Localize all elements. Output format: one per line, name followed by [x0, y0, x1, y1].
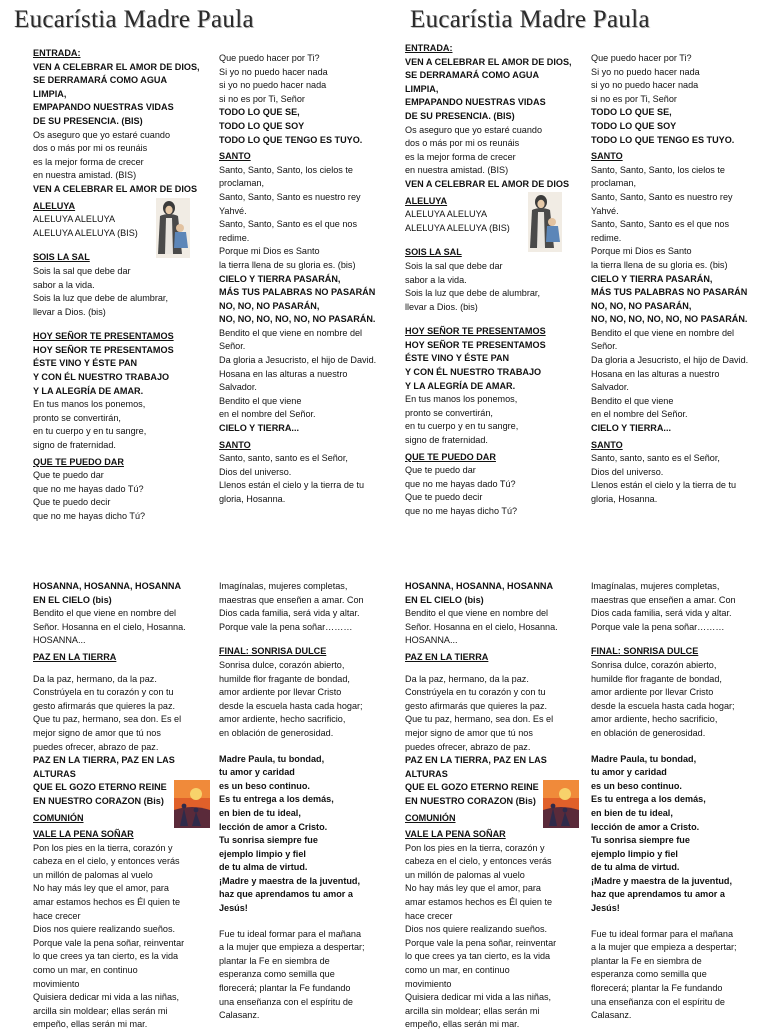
section-heading: SANTO: [591, 151, 623, 162]
lyric-line: Madre Paula, tu bondad,: [219, 753, 325, 764]
lyric-line: Y CON ÉL NUESTRO TRABAJO: [405, 367, 542, 378]
lyric-line: Santo, Santo, Santo es el que nos: [219, 219, 358, 230]
lyric-line: pronto se convertirán,: [33, 412, 121, 423]
lyric-line: Señor. Hosanna en el cielo, Hosanna.: [33, 621, 186, 632]
lyric-line: Hosana en las alturas a nuestro: [591, 368, 720, 379]
section-heading: SANTO: [591, 439, 623, 450]
lyric-line: En tus manos los ponemos,: [405, 394, 518, 405]
lyric-line: Dios nos quiere realizando sueños.: [405, 924, 548, 935]
lyric-line: ejemplo limpio y fiel: [591, 848, 678, 859]
section-heading: SOIS LA SAL: [33, 252, 90, 263]
lyric-line: Salvador.: [219, 382, 257, 393]
spacer: [33, 665, 211, 673]
lyric-line: Porque vale la pena soñar, reinventar: [405, 937, 557, 948]
lyric-line: gesto afirmarás que quieres la paz.: [405, 700, 548, 711]
lyric-line: Os aseguro que yo estaré cuando: [405, 124, 543, 135]
madre-paula-with-child-icon: [156, 198, 190, 258]
lyric-line: dos o más por mi os reunáis: [405, 138, 520, 149]
lyric-line: que no me hayas dicho Tú?: [405, 506, 518, 516]
lyric-line: Quisiera dedicar mi vida a las niñas,: [33, 992, 180, 1003]
lyric-line: movimiento: [405, 978, 452, 989]
lyric-line: QUE EL GOZO ETERNO REINE: [405, 782, 539, 793]
lyric-line: Calasanz.: [219, 1010, 260, 1021]
lyric-line: amor ardiente por llevar Cristo: [591, 687, 714, 698]
lyric-line: EN EL CIELO (bis): [33, 594, 112, 605]
lyric-line: CIELO Y TIERRA...: [591, 423, 672, 434]
lyric-line: Sonrisa dulce, corazón abierto,: [219, 659, 345, 670]
lyric-line: humilde flor fragante de bondad,: [219, 673, 350, 684]
lyric-line: ÉSTE VINO Y ÉSTE PAN: [33, 358, 138, 369]
lyric-line: MÁS TUS PALABRAS NO PASARÁN: [591, 287, 748, 298]
lyric-line: Si yo no puedo hacer nada: [591, 66, 700, 77]
lyric-line: es la mejor forma de crecer: [405, 151, 516, 162]
lyric-line: en tu cuerpo y en tu sangre,: [33, 426, 147, 437]
lyric-line: plantar la Fe en siembra de: [591, 955, 702, 966]
lyric-line: proclaman,: [591, 178, 636, 189]
column-top-left-2: [219, 52, 397, 507]
lyric-line: LIMPIA,: [405, 83, 439, 94]
lyric-line: PAZ EN LA TIERRA, PAZ EN LAS: [33, 755, 175, 766]
lyric-line: si no es por Ti, Señor: [591, 93, 677, 104]
lyric-line: ALTURAS: [33, 768, 76, 779]
lyric-line: lección de amor a Cristo.: [591, 821, 700, 832]
lyric-line: es un beso continuo.: [591, 780, 682, 791]
section-heading: SOIS LA SAL: [405, 247, 462, 258]
lyric-line: Que te puedo dar: [33, 470, 104, 481]
lyric-line: Santo, Santo, Santo es nuestro rey: [219, 191, 361, 202]
lyric-line: Calasanz.: [591, 1010, 632, 1021]
lyric-line: Tu sonrisa siempre fue: [219, 835, 318, 846]
lyric-line: Santo, Santo, Santo es el que nos: [591, 219, 730, 230]
lyric-line: la tierra llena de su gloria es. (bis): [219, 259, 356, 270]
lyric-line: ALELUYA ALELUYA: [33, 214, 116, 225]
lyric-line: Jesús!: [219, 903, 248, 914]
lyric-line: en nuestra amistad. (BIS): [405, 165, 509, 176]
section-heading: ENTRADA:: [405, 43, 453, 53]
lyric-line: desde la escuela hasta cada hogar;: [219, 700, 363, 711]
lyric-line: HOSANNA, HOSANNA, HOSANNA: [33, 581, 182, 591]
lyric-line: signo de fraternidad.: [33, 440, 116, 451]
lyric-line: ALELUYA ALELUYA (BIS): [405, 222, 510, 233]
lyric-line: Porque mi Dios es Santo: [591, 246, 692, 257]
lyric-line: en oblación de generosidad.: [219, 727, 334, 738]
section-heading: FINAL: SONRISA DULCE: [591, 646, 699, 657]
lyric-line: mejor signo de amor que tú nos: [33, 727, 161, 738]
lyric-line: TODO LO QUE SOY: [591, 120, 677, 131]
lyric-line: Señor. Hosanna en el cielo, Hosanna.: [405, 621, 558, 632]
lyric-line: gesto afirmarás que quieres la paz.: [33, 700, 176, 711]
lyric-line: LIMPIA,: [33, 88, 67, 99]
lyric-line: amor ardiente, hecho sacrificio,: [591, 714, 718, 725]
lyric-line: Pon los pies en la tierra, corazón y: [405, 842, 545, 853]
spacer: [219, 741, 397, 753]
column-top-right-1: [405, 39, 583, 519]
lyric-line: Si yo no puedo hacer nada: [219, 66, 328, 77]
lyric-line: movimiento: [33, 978, 80, 989]
lyric-line: Santo, Santo, Santo, los cielos te: [591, 164, 725, 175]
lyric-line: Bendito el que viene: [219, 395, 302, 406]
lyric-line: ÉSTE VINO Y ÉSTE PAN: [405, 353, 510, 364]
lyric-line: un millón de palomas al vuelo: [405, 869, 525, 880]
section-heading: FINAL: SONRISA DULCE: [219, 646, 327, 657]
lyric-line: Porque vale la pena soñar………: [591, 621, 725, 632]
lyric-line: HOSANNA...: [405, 635, 458, 646]
lyric-line: Constrúyela en tu corazón y con tu: [405, 687, 546, 698]
section-heading: QUE TE PUEDO DAR: [405, 451, 496, 462]
lyric-line: amor ardiente por llevar Cristo: [219, 687, 342, 698]
lyric-line: Porque mi Dios es Santo: [219, 246, 320, 257]
lyric-line: en bien de tu ideal,: [219, 807, 301, 818]
lyric-line: Da gloria a Jesucristo, el hijo de David.: [591, 355, 749, 366]
lyric-line: Es tu entrega a los demás,: [591, 794, 706, 805]
lyric-line: llevar a Dios. (bis): [33, 306, 106, 317]
lyric-line: de tu alma de virtud.: [219, 862, 308, 873]
lyric-line: como un mar, en continuo: [33, 965, 138, 976]
sunset-scene-icon: [543, 780, 579, 828]
lyric-line: No hay más ley que el amor, para: [33, 883, 169, 894]
lyric-line: Santo, santo, santo es el Señor,: [219, 453, 348, 464]
lyric-line: Madre Paula, tu bondad,: [591, 753, 697, 764]
lyric-line: CIELO Y TIERRA...: [219, 423, 300, 434]
lyric-line: Tu sonrisa siempre fue: [591, 835, 690, 846]
lyric-line: Señor.: [591, 341, 618, 352]
lyric-line: proclaman,: [219, 178, 264, 189]
lyric-line: redime.: [219, 232, 250, 243]
lyric-line: Que te puedo dar: [405, 465, 476, 476]
lyric-line: QUE EL GOZO ETERNO REINE: [33, 782, 167, 793]
lyric-line: plantar la Fe en siembra de: [219, 955, 330, 966]
lyric-line: Bendito el que viene en nombre del: [591, 327, 735, 338]
lyric-line: Jesús!: [591, 903, 620, 914]
lyric-line: Dios del universo.: [219, 466, 292, 477]
lyric-line: No hay más ley que el amor, para: [405, 883, 541, 894]
section-heading: SANTO: [219, 439, 251, 450]
lyric-line: en tu cuerpo y en tu sangre,: [405, 421, 519, 432]
lyric-line: Porque vale la pena soñar, reinventar: [33, 937, 185, 948]
column-top-right-2: [591, 52, 768, 507]
lyric-line: a la mujer que empieza a despertar;: [591, 942, 737, 953]
lyric-line: Quisiera dedicar mi vida a las niñas,: [405, 992, 552, 1003]
lyric-line: una enseñanza con el espíritu de: [591, 996, 725, 1007]
lyric-line: CIELO Y TIERRA PASARÁN,: [591, 273, 713, 284]
lyric-line: humilde flor fragante de bondad,: [591, 673, 722, 684]
lyric-line: TODO LO QUE SE,: [219, 107, 300, 118]
lyric-line: ¡Madre y maestra de la juventud,: [591, 875, 732, 886]
lyric-line: HOSANNA...: [33, 635, 86, 646]
lyric-line: Yahvé.: [219, 205, 247, 216]
lyric-line: Llenos están el cielo y la tierra de tu: [219, 480, 365, 491]
lyric-line: Dios nos quiere realizando sueños.: [33, 924, 176, 935]
lyric-line: cabeza en el cielo, y entonces verás: [405, 856, 552, 867]
spacer: [219, 634, 397, 642]
sunset-scene-icon: [174, 780, 210, 828]
lyric-line: Imagínalas, mujeres completas,: [591, 581, 720, 591]
section-heading: PAZ EN LA TIERRA: [33, 651, 117, 662]
lyric-line: VEN A CELEBRAR EL AMOR DE DIOS,: [405, 56, 572, 67]
lyric-line: EN EL CIELO (bis): [405, 594, 484, 605]
lyric-line: empeño, ellas serán mi mar.: [405, 1019, 520, 1030]
lyric-line: Fue tu ideal formar para el mañana: [219, 928, 362, 939]
lyric-line: EN NUESTRO CORAZON (Bis): [33, 795, 164, 806]
lyric-line: NO, NO, NO PASARÁN,: [219, 300, 320, 311]
lyric-line: maestras que enseñen a amar. Con: [591, 594, 736, 605]
lyric-line: Bendito el que viene: [591, 395, 674, 406]
lyric-line: una enseñanza con el espíritu de: [219, 996, 353, 1007]
lyric-line: Que puedo hacer por Ti?: [591, 53, 692, 63]
spacer: [219, 916, 397, 928]
lyric-line: amar estamos hechos es Él quien te: [33, 897, 181, 908]
lyric-line: VEN A CELEBRAR EL AMOR DE DIOS: [405, 178, 570, 189]
lyric-line: gloria, Hosanna.: [219, 494, 286, 504]
section-heading: SANTO: [219, 151, 251, 162]
lyric-line: arcilla sin moldear; ellas serán mi: [405, 1005, 540, 1016]
lyric-line: si no es por Ti, Señor: [219, 93, 305, 104]
lyric-line: Que te puedo decir: [405, 492, 483, 503]
lyric-line: si yo no puedo hacer nada: [219, 80, 327, 91]
lyric-line: en nuestra amistad. (BIS): [33, 170, 137, 181]
lyric-line: NO, NO, NO, NO, NO, NO PASARÁN.: [219, 314, 376, 325]
column-bottom-right-2: [591, 580, 768, 1023]
column-top-left-1: [33, 44, 211, 524]
lyric-line: la tierra llena de su gloria es. (bis): [591, 259, 728, 270]
lyric-line: es la mejor forma de crecer: [33, 156, 144, 167]
lyric-line: Dios del universo.: [591, 466, 664, 477]
lyric-line: sabor a la vida.: [405, 274, 467, 285]
lyric-line: VEN A CELEBRAR EL AMOR DE DIOS: [33, 183, 198, 194]
lyric-line: Constrúyela en tu corazón y con tu: [33, 687, 174, 698]
lyric-line: NO, NO, NO, NO, NO, NO PASARÁN.: [591, 314, 748, 325]
lyric-line: es un beso continuo.: [219, 780, 310, 791]
spacer: [405, 314, 583, 322]
spacer: [33, 319, 211, 327]
lyric-line: lección de amor a Cristo.: [219, 821, 328, 832]
lyric-line: haz que aprendamos tu amor a: [591, 889, 725, 900]
lyric-line: empeño, ellas serán mi mar.: [33, 1019, 148, 1030]
lyric-line: ALTURAS: [405, 768, 448, 779]
lyric-line: desde la escuela hasta cada hogar;: [591, 700, 735, 711]
lyric-line: Santo, Santo, Santo es nuestro rey: [591, 191, 733, 202]
lyric-line: Santo, santo, santo es el Señor,: [591, 453, 720, 464]
lyric-line: florecerá; plantar la Fe fundando: [591, 983, 723, 994]
lyric-line: en oblación de generosidad.: [591, 727, 706, 738]
lyric-line: amar estamos hechos es Él quien te: [405, 897, 553, 908]
lyric-line: MÁS TUS PALABRAS NO PASARÁN: [219, 287, 376, 298]
lyric-line: esperanza como semilla que: [219, 969, 335, 980]
lyric-line: en bien de tu ideal,: [591, 807, 673, 818]
lyric-line: Da la paz, hermano, da la paz.: [33, 673, 157, 684]
lyric-line: lo que crees ya tan cierto, es la vida: [33, 951, 179, 962]
lyric-line: SE DERRAMARÁ COMO AGUA: [33, 75, 168, 86]
lyric-line: Y CON ÉL NUESTRO TRABAJO: [33, 372, 170, 383]
lyric-line: Salvador.: [591, 382, 629, 393]
lyric-line: que no me hayas dado Tú?: [33, 483, 144, 494]
lyric-line: Sois la sal que debe dar: [405, 260, 503, 271]
spacer: [591, 741, 768, 753]
lyric-line: CIELO Y TIERRA PASARÁN,: [219, 273, 341, 284]
spacer: [591, 634, 768, 642]
lyric-line: hace crecer: [405, 910, 453, 921]
lyric-line: gloria, Hosanna.: [591, 494, 658, 504]
lyric-line: Que tu paz, hermano, sea don. Es el: [405, 714, 554, 725]
lyric-line: Sonrisa dulce, corazón abierto,: [591, 659, 717, 670]
lyric-line: Imagínalas, mujeres completas,: [219, 581, 348, 591]
lyric-line: Bendito el que viene en nombre del: [219, 327, 363, 338]
section-heading: COMUNIÓN: [33, 812, 84, 823]
lyric-line: ¡Madre y maestra de la juventud,: [219, 875, 360, 886]
lyric-line: EMPAPANDO NUESTRAS VIDAS: [33, 102, 174, 113]
lyric-line: VEN A CELEBRAR EL AMOR DE DIOS,: [33, 61, 200, 72]
madre-paula-with-child-icon: [528, 192, 562, 252]
lyric-line: ALELUYA ALELUYA (BIS): [33, 227, 138, 238]
section-heading: ALELUYA: [405, 195, 448, 206]
section-heading: VALE LA PENA SOÑAR: [33, 829, 134, 840]
lyric-line: Santo, Santo, Santo, los cielos te: [219, 164, 353, 175]
lyric-line: HOY SEÑOR TE PRESENTAMOS: [33, 344, 174, 355]
lyric-line: ejemplo limpio y fiel: [219, 848, 306, 859]
lyric-line: Dios cada familia, será vida y altar.: [591, 608, 732, 619]
lyric-line: tu amor y caridad: [591, 767, 667, 778]
lyric-line: Sois la sal que debe dar: [33, 265, 131, 276]
lyric-line: arcilla sin moldear; ellas serán mi: [33, 1005, 168, 1016]
lyric-line: un millón de palomas al vuelo: [33, 869, 153, 880]
spacer: [405, 665, 583, 673]
lyric-line: Llenos están el cielo y la tierra de tu: [591, 480, 737, 491]
lyric-line: puedes ofrecer, abrazo de paz.: [33, 741, 159, 752]
section-heading: VALE LA PENA SOÑAR: [405, 829, 506, 840]
lyric-line: lo que crees ya tan cierto, es la vida: [405, 951, 551, 962]
lyric-line: de tu alma de virtud.: [591, 862, 680, 873]
lyric-line: TODO LO QUE TENGO ES TUYO.: [219, 134, 363, 145]
lyric-line: TODO LO QUE SE,: [591, 107, 672, 118]
lyric-line: Fue tu ideal formar para el mañana: [591, 928, 734, 939]
lyric-line: llevar a Dios. (bis): [405, 301, 478, 312]
lyric-line: SE DERRAMARÁ COMO AGUA: [405, 70, 540, 81]
lyric-line: que no me hayas dicho Tú?: [33, 511, 146, 521]
lyric-line: mejor signo de amor que tú nos: [405, 727, 533, 738]
lyric-line: en el nombre del Señor.: [219, 409, 316, 420]
lyric-line: Que tu paz, hermano, sea don. Es el: [33, 714, 182, 725]
lyric-line: a la mujer que empieza a despertar;: [219, 942, 365, 953]
banner-title-right: Eucarístia Madre Paula: [410, 6, 650, 33]
lyric-line: redime.: [591, 232, 622, 243]
lyric-line: en el nombre del Señor.: [591, 409, 688, 420]
lyric-line: Es tu entrega a los demás,: [219, 794, 334, 805]
lyric-line: Sois la luz que debe de alumbrar,: [33, 293, 168, 304]
lyric-line: Pon los pies en la tierra, corazón y: [33, 842, 173, 853]
lyric-line: Bendito el que viene en nombre del: [33, 608, 177, 619]
lyric-line: Señor.: [219, 341, 246, 352]
lyric-line: PAZ EN LA TIERRA, PAZ EN LAS: [405, 755, 547, 766]
lyric-line: cabeza en el cielo, y entonces verás: [33, 856, 180, 867]
lyric-line: EN NUESTRO CORAZON (Bis): [405, 795, 536, 806]
lyric-line: tu amor y caridad: [219, 767, 295, 778]
lyric-line: Dios cada familia, será vida y altar.: [219, 608, 360, 619]
lyric-line: HOY SEÑOR TE PRESENTAMOS: [405, 339, 546, 350]
lyric-line: dos o más por mi os reunáis: [33, 143, 148, 154]
section-heading: QUE TE PUEDO DAR: [33, 456, 124, 467]
section-heading: HOY SEÑOR TE PRESENTAMOS: [405, 326, 546, 337]
lyric-line: Y LA ALEGRÍA DE AMAR.: [33, 385, 144, 396]
lyric-line: Que puedo hacer por Ti?: [219, 53, 320, 63]
section-heading: PAZ EN LA TIERRA: [405, 651, 489, 662]
lyric-line: Da gloria a Jesucristo, el hijo de David.: [219, 355, 377, 366]
lyric-line: Da la paz, hermano, da la paz.: [405, 673, 529, 684]
lyric-line: ALELUYA ALELUYA: [405, 209, 488, 220]
lyric-line: HOSANNA, HOSANNA, HOSANNA: [405, 581, 554, 591]
lyric-line: como un mar, en continuo: [405, 965, 510, 976]
section-heading: ENTRADA:: [33, 48, 81, 58]
lyric-line: que no me hayas dado Tú?: [405, 478, 516, 489]
lyric-line: Que te puedo decir: [33, 497, 111, 508]
lyric-line: maestras que enseñen a amar. Con: [219, 594, 364, 605]
lyric-line: signo de fraternidad.: [405, 435, 488, 446]
section-heading: ALELUYA: [33, 200, 76, 211]
lyric-line: si yo no puedo hacer nada: [591, 80, 699, 91]
lyric-line: En tus manos los ponemos,: [33, 399, 146, 410]
lyric-line: florecerá; plantar la Fe fundando: [219, 983, 351, 994]
lyric-line: Y LA ALEGRÍA DE AMAR.: [405, 380, 516, 391]
lyric-line: haz que aprendamos tu amor a: [219, 889, 353, 900]
lyric-line: TODO LO QUE SOY: [219, 120, 305, 131]
lyric-line: pronto se convertirán,: [405, 407, 493, 418]
lyric-line: sabor a la vida.: [33, 279, 95, 290]
lyric-line: Os aseguro que yo estaré cuando: [33, 129, 171, 140]
lyric-line: puedes ofrecer, abrazo de paz.: [405, 741, 531, 752]
lyric-line: EMPAPANDO NUESTRAS VIDAS: [405, 97, 546, 108]
lyric-line: NO, NO, NO PASARÁN,: [591, 300, 692, 311]
lyric-line: Bendito el que viene en nombre del: [405, 608, 549, 619]
column-bottom-left-2: [219, 580, 397, 1023]
lyric-line: TODO LO QUE TENGO ES TUYO.: [591, 134, 735, 145]
lyric-line: esperanza como semilla que: [591, 969, 707, 980]
section-heading: COMUNIÓN: [405, 812, 456, 823]
lyric-line: DE SU PRESENCIA. (BIS): [405, 110, 515, 121]
lyric-line: Yahvé.: [591, 205, 619, 216]
lyric-line: hace crecer: [33, 910, 81, 921]
lyric-line: Hosana en las alturas a nuestro: [219, 368, 348, 379]
lyric-line: amor ardiente, hecho sacrificio,: [219, 714, 346, 725]
lyric-line: DE SU PRESENCIA. (BIS): [33, 115, 143, 126]
banner-title-left: Eucarístia Madre Paula: [14, 6, 254, 33]
section-heading: HOY SEÑOR TE PRESENTAMOS: [33, 331, 174, 342]
spacer: [591, 916, 768, 928]
lyric-line: Sois la luz que debe de alumbrar,: [405, 288, 540, 299]
lyric-line: Porque vale la pena soñar………: [219, 621, 353, 632]
